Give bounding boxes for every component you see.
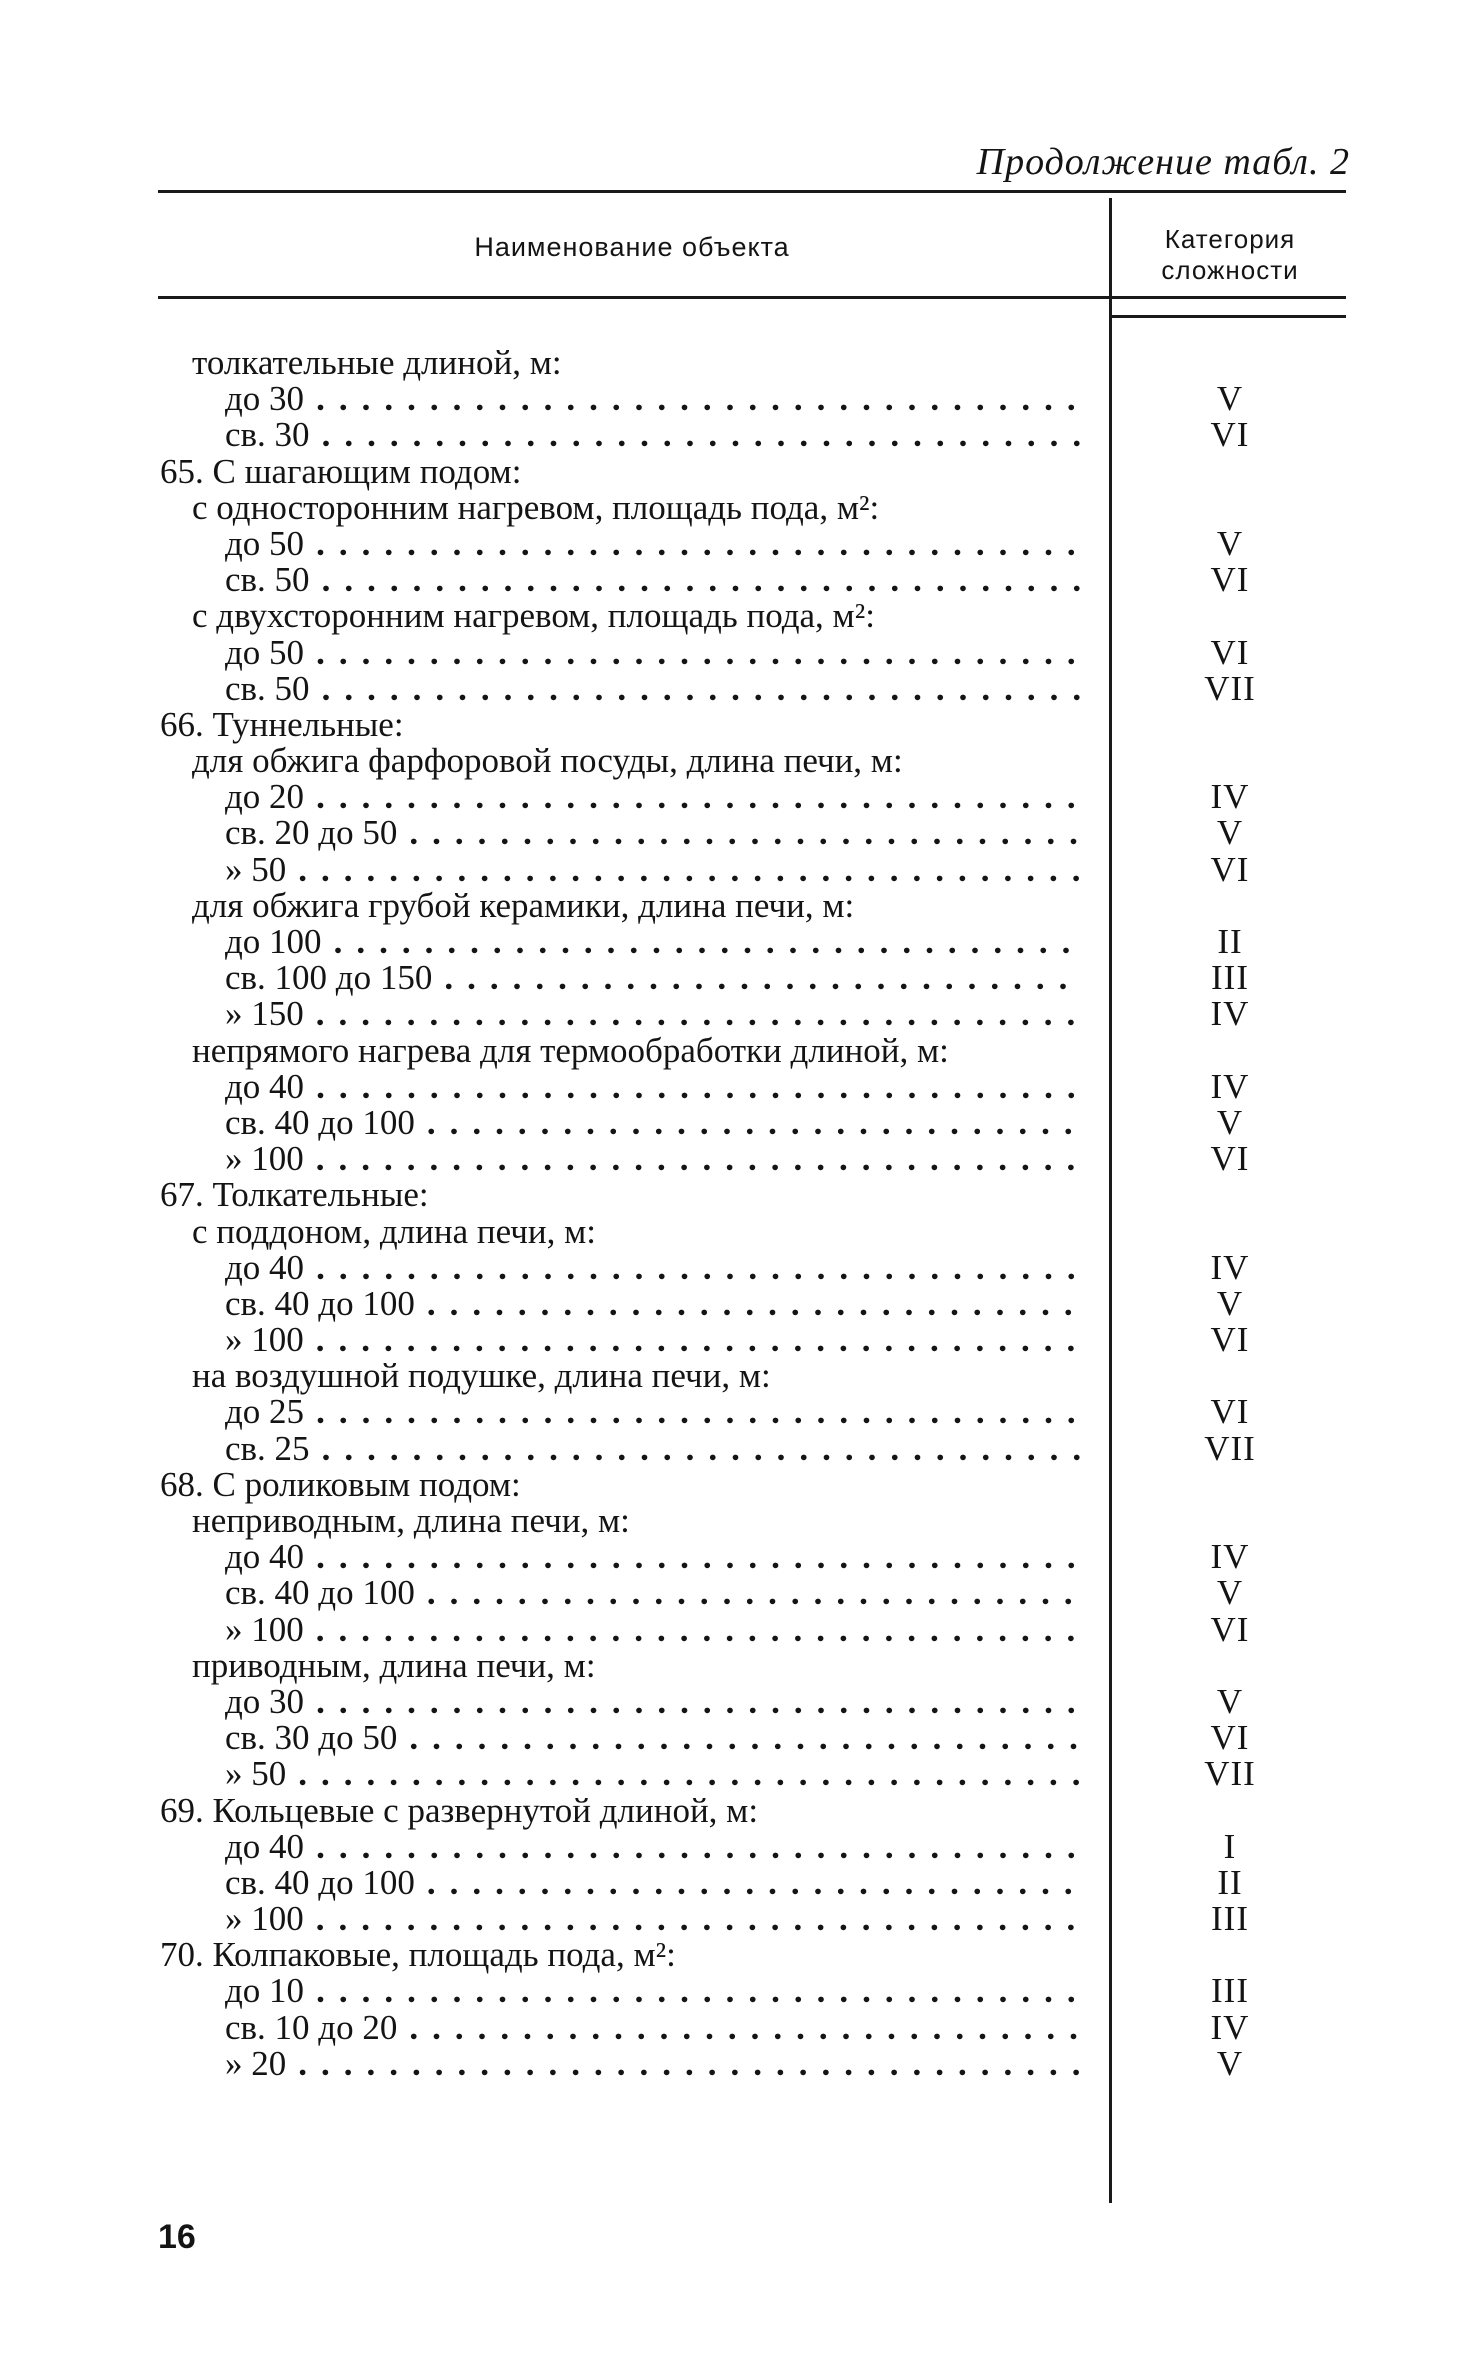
row-label: до 10 (225, 1971, 305, 2011)
table-row (0, 779, 1476, 815)
dot-leader (310, 1431, 1080, 1467)
category-cell: V (1216, 523, 1244, 563)
dot-leader (304, 381, 1080, 417)
category-cell: VI (1210, 632, 1250, 672)
dot-leader (304, 1250, 1080, 1286)
table-row (0, 1937, 1476, 1973)
row-label: св. 100 до 150 (225, 958, 433, 998)
dot-leader (304, 635, 1080, 671)
category-cell: V (1216, 2043, 1244, 2083)
category-cell: IV (1210, 1537, 1250, 1577)
subsection-label (192, 743, 903, 779)
category-cell: IV (1210, 777, 1250, 817)
dot-leader (304, 1394, 1080, 1430)
category-cell (1114, 1503, 1346, 1539)
row-label: св. 50 (225, 560, 310, 600)
item-cell (225, 1322, 1080, 1358)
row-label: » 150 (225, 994, 304, 1034)
table-row (0, 1973, 1476, 2009)
category-cell: VI (1210, 560, 1250, 600)
table-row (0, 2007, 1476, 2047)
dot-leader (304, 1322, 1080, 1358)
table-row (0, 1394, 1476, 1430)
category-cell: V (1216, 1102, 1244, 1142)
item-cell (225, 996, 1080, 1032)
row-label: св. 25 (225, 1428, 310, 1468)
table-row (0, 1211, 1476, 1251)
category-cell (1114, 490, 1346, 526)
row-label: для обжига фарфоровой посуды, длина печи, м: (192, 741, 903, 781)
category-cell (1114, 1214, 1346, 1250)
table-row (0, 1756, 1476, 1792)
item-cell (225, 924, 1080, 960)
category-cell (1114, 707, 1346, 743)
row-label: 69. Кольцевые с развернутой длиной, м: (160, 1790, 759, 1830)
header-category-line1: Категория (1164, 224, 1296, 254)
row-label: до 40 (225, 1247, 305, 1287)
table-row (0, 1464, 1476, 1504)
table-row (0, 815, 1476, 851)
category-cell (1114, 1358, 1346, 1394)
section-heading (160, 704, 404, 744)
row-label: » 100 (225, 1320, 304, 1360)
dot-leader (397, 815, 1080, 851)
item-cell (225, 1247, 1080, 1287)
item-cell (225, 1428, 1080, 1468)
table-row (0, 562, 1476, 598)
category-cell (1114, 454, 1346, 490)
category-cell: VI (1210, 1139, 1250, 1179)
dot-leader (322, 924, 1080, 960)
row-label: св. 30 до 50 (225, 1718, 398, 1758)
subsection-label (192, 1358, 771, 1394)
row-label: св. 40 до 100 (225, 1102, 415, 1142)
row-label: св. 10 до 20 (225, 2007, 398, 2047)
row-label: с односторонним нагревом, площадь пода, м²: (192, 487, 880, 527)
dot-leader (304, 1829, 1080, 1865)
row-label: до 40 (225, 1537, 305, 1577)
category-cell: VI (1210, 1320, 1250, 1360)
dot-leader (415, 1575, 1080, 1611)
item-cell (225, 1141, 1080, 1177)
category-cell (1114, 345, 1346, 381)
dot-leader (415, 1105, 1080, 1141)
dot-leader (304, 526, 1080, 562)
dot-leader (304, 996, 1080, 1032)
header-category-line2: сложности (1161, 255, 1299, 285)
category-cell: II (1217, 1862, 1243, 1902)
category-cell: IV (1210, 1247, 1250, 1287)
row-label: св. 20 до 50 (225, 813, 398, 853)
table-row (0, 381, 1476, 417)
item-cell (225, 1720, 1080, 1756)
table-row (0, 1066, 1476, 1106)
item-cell (225, 1862, 1080, 1902)
row-label: до 30 (225, 1681, 305, 1721)
row-label: св. 50 (225, 668, 310, 708)
row-label: » 50 (225, 849, 287, 889)
item-cell (225, 815, 1080, 851)
category-cell: I (1223, 1826, 1237, 1866)
item-cell (225, 1539, 1080, 1575)
row-label: толкательные длиной, м: (192, 343, 562, 382)
subsection-label (192, 345, 562, 381)
table-row (0, 1790, 1476, 1830)
table-row (0, 417, 1476, 453)
row-label: св. 40 до 100 (225, 1283, 415, 1323)
item-cell (225, 1394, 1080, 1430)
category-cell: VII (1204, 1754, 1256, 1794)
row-label: 65. С шагающим подом: (160, 451, 522, 491)
row-label: 68. С роликовым подом: (160, 1464, 521, 1504)
item-cell (225, 1283, 1080, 1323)
table-row (0, 1141, 1476, 1177)
item-cell (225, 1575, 1080, 1611)
table-row (0, 1283, 1476, 1323)
row-label: св. 40 до 100 (225, 1862, 415, 1902)
category-cell: VII (1204, 1428, 1256, 1468)
table-row (0, 885, 1476, 925)
item-cell (225, 1756, 1080, 1792)
dot-leader (286, 2046, 1080, 2082)
category-cell (1114, 1793, 1346, 1829)
header-rule-category (1112, 315, 1346, 318)
table-row (0, 598, 1476, 634)
category-cell: III (1211, 1971, 1249, 2011)
item-cell (225, 632, 1080, 672)
category-cell: V (1216, 1681, 1244, 1721)
table-row (0, 523, 1476, 563)
category-cell: V (1216, 1283, 1244, 1323)
header-category-column (1114, 224, 1346, 286)
subsection-label (192, 487, 880, 527)
category-cell: VI (1210, 849, 1250, 889)
item-cell (225, 1826, 1080, 1866)
item-cell (225, 779, 1080, 815)
subsection-label (192, 1503, 630, 1539)
dot-leader (304, 1684, 1080, 1720)
category-cell (1114, 743, 1346, 779)
dot-leader (310, 671, 1080, 707)
table-row (0, 1177, 1476, 1213)
row-label: с двухсторонним нагревом, площадь пода, м²: (192, 596, 875, 636)
dot-leader (432, 960, 1080, 996)
table-row (0, 1645, 1476, 1685)
table-row (0, 2043, 1476, 2083)
category-cell: V (1216, 1573, 1244, 1613)
section-heading (160, 1790, 759, 1830)
table-row (0, 345, 1476, 381)
item-cell (225, 1681, 1080, 1721)
section-heading (160, 1937, 676, 1973)
dot-leader (304, 1141, 1080, 1177)
dot-leader (304, 1612, 1080, 1648)
item-cell (225, 668, 1080, 708)
table-row (0, 1247, 1476, 1287)
category-cell: V (1216, 813, 1244, 853)
table-row (0, 1539, 1476, 1575)
table-row (0, 1826, 1476, 1866)
category-cell (1114, 1467, 1346, 1503)
table-row (0, 1720, 1476, 1756)
category-cell: IV (1210, 1066, 1250, 1106)
item-cell (225, 417, 1080, 453)
category-cell: III (1211, 1899, 1249, 1939)
row-label: неприводным, длина печи, м: (192, 1501, 630, 1540)
item-cell (225, 1901, 1080, 1937)
row-label: приводным, длина печи, м: (192, 1645, 596, 1685)
category-cell (1114, 598, 1346, 634)
subsection-label (192, 1211, 596, 1251)
table-row (0, 924, 1476, 960)
section-heading (160, 1177, 429, 1213)
category-cell: VI (1210, 1392, 1250, 1432)
item-cell (225, 1102, 1080, 1142)
table-row (0, 1901, 1476, 1937)
table-row (0, 960, 1476, 996)
row-label: 67. Толкательные: (160, 1175, 429, 1215)
table-row (0, 849, 1476, 889)
table-row (0, 487, 1476, 527)
header-rule (158, 296, 1346, 299)
dot-leader (310, 562, 1080, 598)
table-continuation-caption: Продолжение табл. 2 (976, 141, 1350, 183)
row-label: до 25 (225, 1392, 305, 1432)
dot-leader (304, 779, 1080, 815)
row-label: непрямого нагрева для термообработки длиной, м: (192, 1030, 949, 1070)
dot-leader (415, 1865, 1080, 1901)
category-cell: II (1217, 922, 1243, 961)
table-row (0, 1575, 1476, 1611)
category-cell: VI (1210, 415, 1250, 455)
category-cell (1114, 1177, 1346, 1213)
table-row (0, 632, 1476, 672)
category-cell: V (1216, 379, 1244, 419)
row-label: до 40 (225, 1826, 305, 1866)
dot-leader (286, 1756, 1080, 1792)
item-cell (225, 1066, 1080, 1106)
row-label: с поддоном, длина печи, м: (192, 1211, 596, 1251)
row-label: » 20 (225, 2043, 287, 2083)
item-cell (225, 1609, 1080, 1649)
item-cell (225, 2007, 1080, 2047)
subsection-label (192, 598, 875, 634)
table-row (0, 1862, 1476, 1902)
row-label: » 100 (225, 1899, 304, 1939)
category-cell: III (1211, 958, 1249, 998)
table-body (0, 345, 1476, 2082)
item-cell (225, 562, 1080, 598)
dot-leader (286, 852, 1080, 888)
row-label: » 100 (225, 1609, 304, 1649)
category-cell (1114, 1937, 1346, 1973)
row-label: » 100 (225, 1139, 304, 1179)
table-row (0, 668, 1476, 708)
item-cell (225, 381, 1080, 417)
table-row (0, 1358, 1476, 1394)
row-label: до 30 (225, 379, 305, 419)
item-cell (225, 1973, 1080, 2009)
category-cell: VII (1204, 668, 1256, 708)
category-cell (1114, 1648, 1346, 1684)
category-cell: IV (1210, 2007, 1250, 2047)
section-heading (160, 1464, 521, 1504)
category-cell: IV (1210, 994, 1250, 1034)
item-cell (225, 849, 1080, 889)
table-row (0, 996, 1476, 1032)
row-label: 70. Колпаковые, площадь пода, м²: (160, 1935, 676, 1975)
dot-leader (397, 2010, 1080, 2046)
table-row (0, 1030, 1476, 1070)
item-cell (225, 960, 1080, 996)
table-row (0, 743, 1476, 779)
subsection-label (192, 885, 855, 925)
dot-leader (304, 1539, 1080, 1575)
row-label: » 50 (225, 1754, 287, 1794)
category-cell: VI (1210, 1609, 1250, 1649)
row-label: до 50 (225, 523, 305, 563)
subsection-label (192, 1030, 949, 1070)
dot-leader (415, 1286, 1080, 1322)
section-heading (160, 451, 522, 491)
category-cell: VI (1210, 1718, 1250, 1758)
dot-leader (397, 1720, 1080, 1756)
dot-leader (310, 417, 1080, 453)
item-cell (225, 523, 1080, 563)
table-row (0, 1428, 1476, 1468)
page-number: 16 (158, 2218, 196, 2256)
top-rule (158, 190, 1346, 193)
row-label: для обжига грубой керамики, длина печи, м: (192, 885, 855, 925)
dot-leader (304, 1901, 1080, 1937)
header-name-column: Наименование объекта (474, 232, 790, 262)
dot-leader (304, 1973, 1080, 2009)
table-row (0, 1503, 1476, 1539)
table-row (0, 451, 1476, 491)
table-row (0, 1681, 1476, 1721)
row-label: до 20 (225, 777, 305, 817)
row-label: на воздушной подушке, длина печи, м: (192, 1356, 771, 1396)
row-label: св. 30 (225, 415, 310, 455)
row-label: до 50 (225, 632, 305, 672)
dot-leader (304, 1069, 1080, 1105)
category-cell (1114, 888, 1346, 924)
table-row (0, 704, 1476, 744)
table-row (0, 1609, 1476, 1649)
row-label: св. 40 до 100 (225, 1573, 415, 1613)
category-cell (1114, 1033, 1346, 1069)
item-cell (225, 2043, 1080, 2083)
row-label: до 40 (225, 1066, 305, 1106)
row-label: до 100 (225, 922, 322, 961)
table-row (0, 1102, 1476, 1142)
row-label: 66. Туннельные: (160, 704, 404, 744)
table-row (0, 1322, 1476, 1358)
subsection-label (192, 1645, 596, 1685)
